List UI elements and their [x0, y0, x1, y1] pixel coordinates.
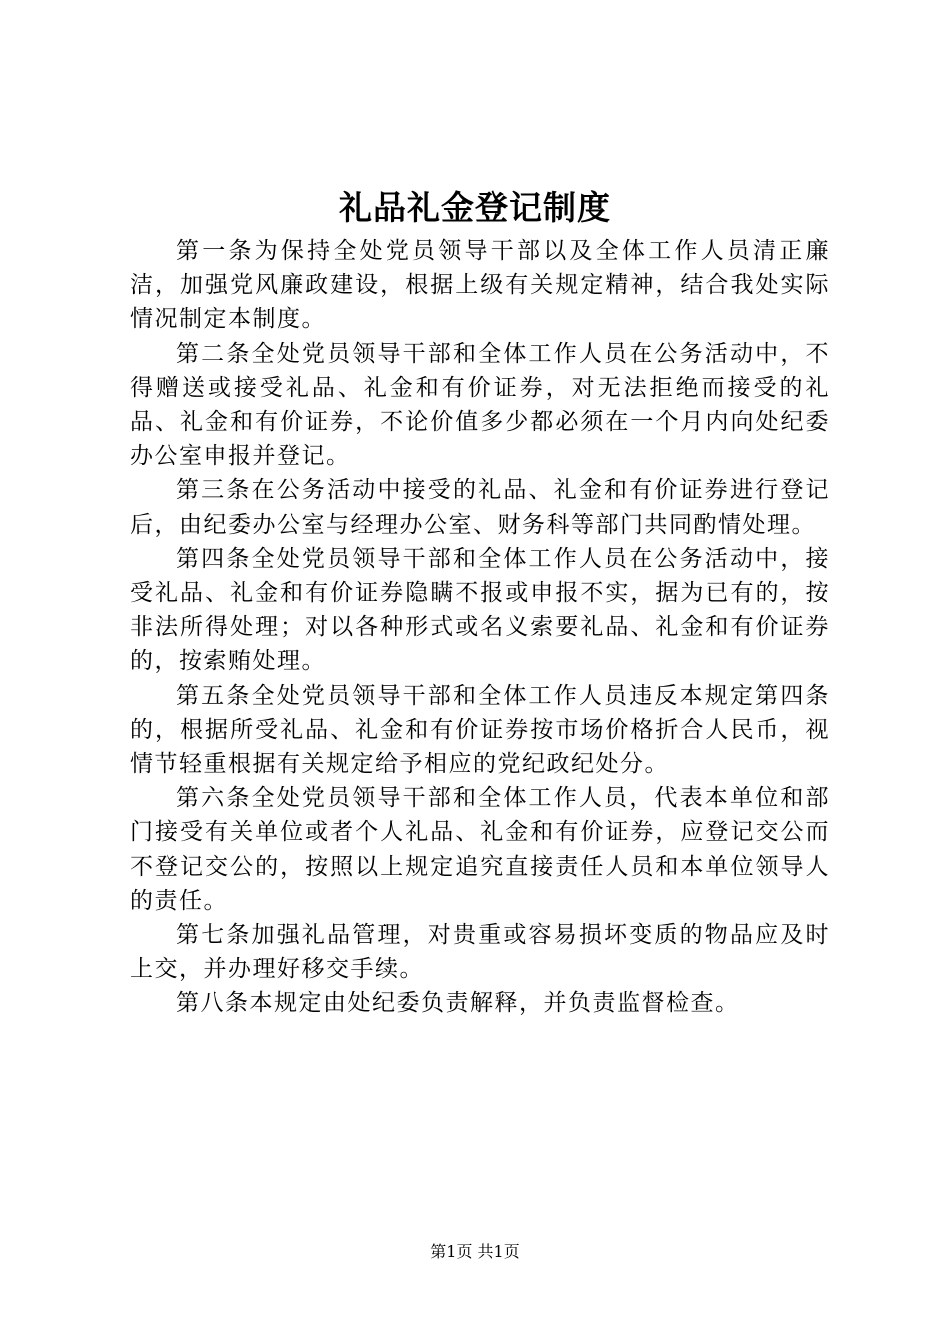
- article-1: 第一条为保持全处党员领导干部以及全体工作人员清正廉洁，加强党风廉政建设，根据上级有关规定精神，结合我处实际情况制定本制度。: [130, 238, 830, 333]
- article-2: 第二条全处党员领导干部和全体工作人员在公务活动中，不得赠送或接受礼品、礼金和有价证券，对无法拒绝而接受的礼品、礼金和有价证券，不论价值多少都必须在一个月内向处纪委办公室申报并登记。: [130, 340, 830, 470]
- article-3: 第三条在公务活动中接受的礼品、礼金和有价证券进行登记后，由纪委办公室与经理办公室、财务科等部门共同酌情处理。: [130, 477, 830, 538]
- article-7: 第七条加强礼品管理，对贵重或容易损坏变质的物品应及时上交，并办理好移交手续。: [130, 922, 830, 983]
- article-8: 第八条本规定由处纪委负责解释，并负责监督检查。: [176, 990, 740, 1017]
- article-6: 第六条全处党员领导干部和全体工作人员，代表本单位和部门接受有关单位或者个人礼品、礼金和有价证券，应登记交公而不登记交公的，按照以上规定追究直接责任人员和本单位领导人的责任。: [130, 785, 830, 914]
- article-4: 第四条全处党员领导干部和全体工作人员在公务活动中，接受礼品、礼金和有价证券隐瞒不报或申报不实，据为已有的，按非法所得处理；对以各种形式或名义索要礼品、礼金和有价证券的，按索贿处理。: [130, 545, 830, 675]
- document-title: 礼品礼金登记制度: [339, 188, 611, 227]
- page-footer: 第1页 共1页: [430, 1242, 520, 1261]
- document-body: [130, 234, 830, 1021]
- article-5: 第五条全处党员领导干部和全体工作人员违反本规定第四条的，根据所受礼品、礼金和有价证券按市场价格折合人民币，视情节轻重根据有关规定给予相应的党纪政纪处分。: [130, 682, 830, 778]
